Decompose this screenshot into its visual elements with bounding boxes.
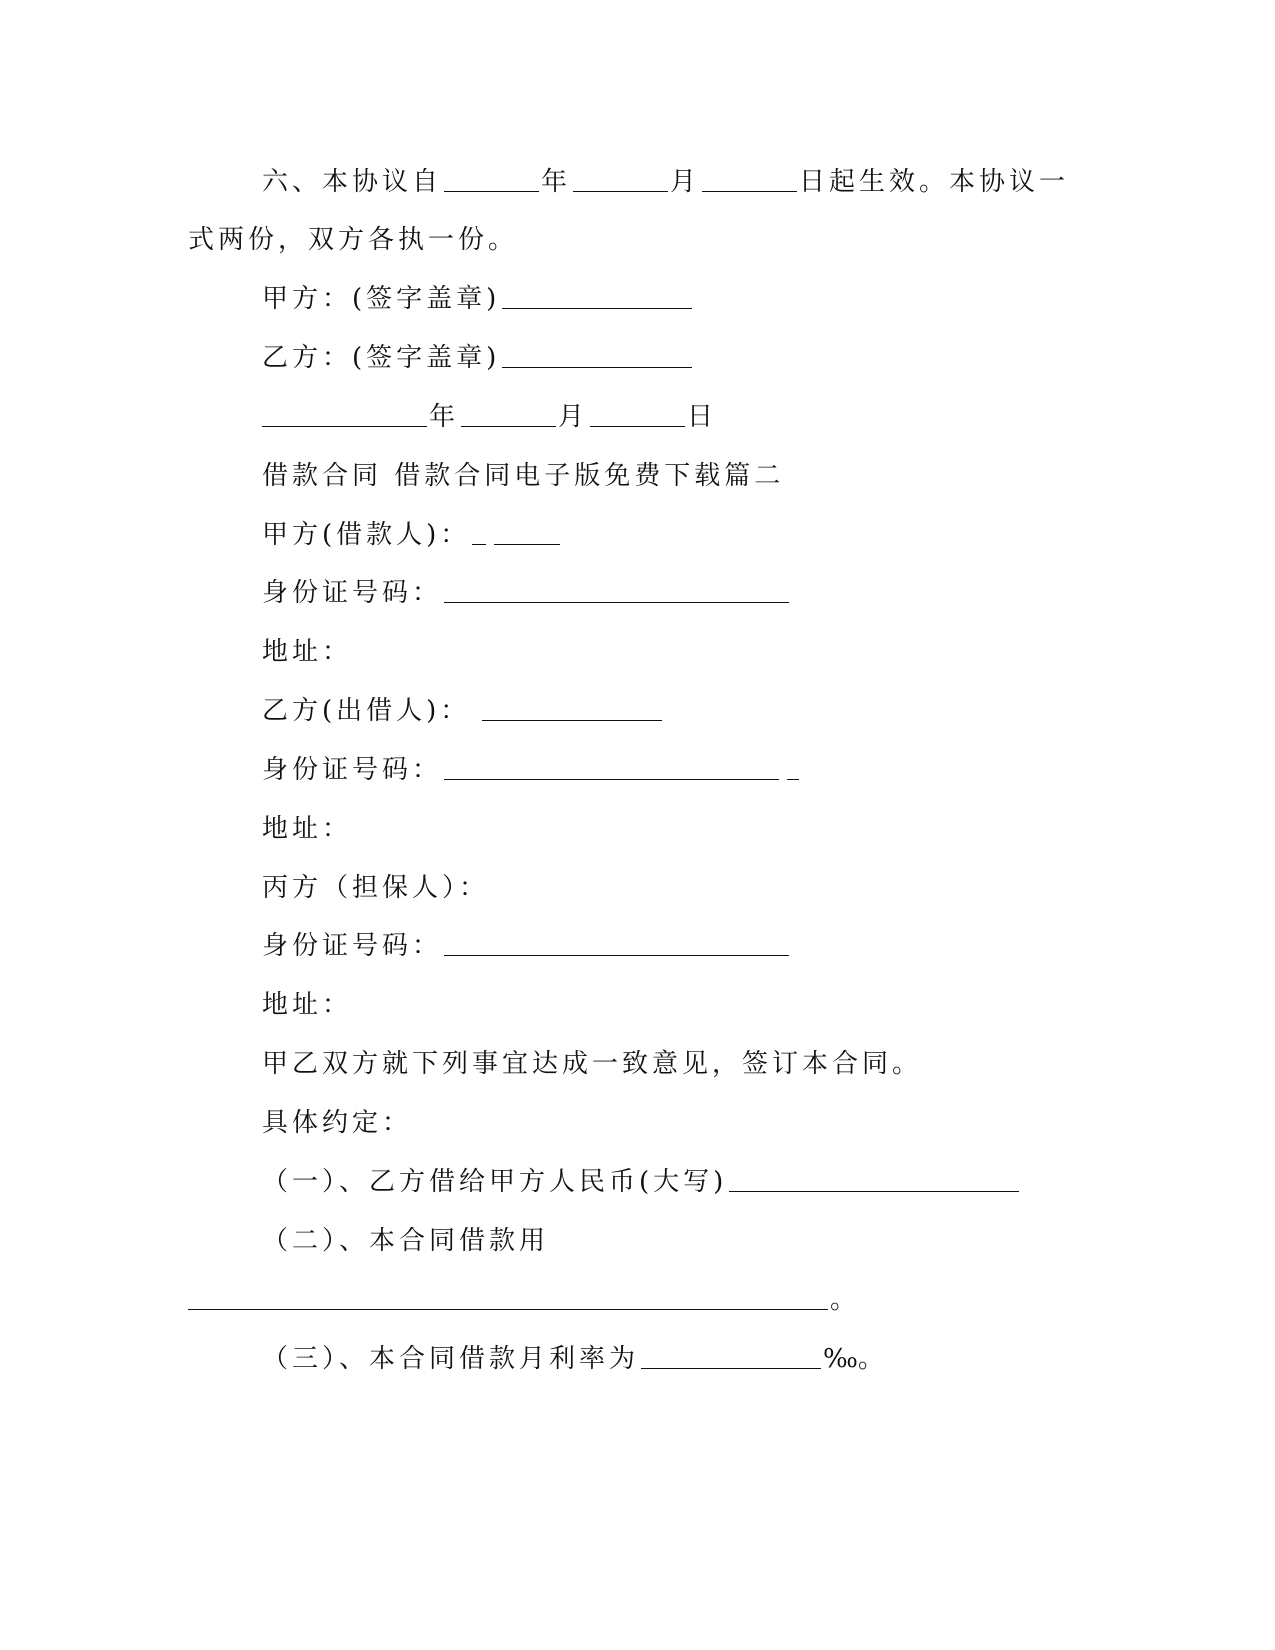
lender-blank <box>482 694 662 721</box>
lender-line <box>262 694 664 728</box>
signing-day-label: 日 <box>687 402 718 432</box>
party-a-signature-label: 甲方：(签字盖章) <box>262 284 501 314</box>
guarantor-address-line <box>262 988 352 1022</box>
lender-label: 乙方(出借人)： <box>262 696 471 726</box>
clause-six-continuation <box>188 223 518 257</box>
signing-year-blank <box>262 400 427 427</box>
guarantor-id-blank <box>444 929 789 956</box>
clause-six-tail: 日起生效。本协议一 <box>799 167 1070 197</box>
blank-day <box>702 165 797 192</box>
borrower-blank-short <box>472 518 486 545</box>
borrower-address-label: 地址： <box>262 637 353 667</box>
section-heading <box>262 459 784 493</box>
borrower-address-line <box>262 635 352 669</box>
borrower-id-line <box>262 576 791 610</box>
specific-terms-heading <box>262 1106 412 1140</box>
month-label: 月 <box>670 167 701 197</box>
agreement-statement <box>262 1047 922 1081</box>
clause-two-continuation <box>188 1283 860 1317</box>
loan-amount-blank <box>729 1165 1019 1192</box>
party-a-signature <box>262 282 694 316</box>
clause-one-text: （一）、乙方借给甲方人民币(大写) <box>262 1167 728 1197</box>
clause-three <box>262 1342 884 1376</box>
lender-address-line <box>262 812 352 846</box>
lender-id-line <box>262 753 801 787</box>
signing-month-label: 月 <box>558 402 589 432</box>
borrower-id-blank <box>444 576 789 603</box>
party-a-signature-blank <box>502 282 692 309</box>
specific-terms-text: 具体约定： <box>262 1108 413 1138</box>
lender-id-blank <box>444 753 779 780</box>
contract-title-text: 借款合同 借款合同电子版免费下载篇二 <box>262 461 785 491</box>
clause-two <box>262 1224 549 1258</box>
guarantor-address-label: 地址： <box>262 990 353 1020</box>
signing-day-blank <box>590 400 685 427</box>
clause-two-text: （二）、本合同借款用 <box>262 1226 550 1256</box>
guarantor-id-label: 身份证号码： <box>262 931 443 961</box>
lender-address-label: 地址： <box>262 814 353 844</box>
effective-date-clause <box>262 165 1069 199</box>
party-b-signature-blank <box>502 341 692 368</box>
copies-text: 式两份，双方各执一份。 <box>188 225 519 255</box>
guarantor-label: 丙方（担保人）： <box>262 873 490 903</box>
agreement-statement-text: 甲乙双方就下列事宜达成一致意见，签订本合同。 <box>262 1049 923 1079</box>
guarantor-id-line <box>262 929 791 963</box>
borrower-id-label: 身份证号码： <box>262 578 443 608</box>
borrower-label: 甲方(借款人)： <box>262 520 471 550</box>
interest-rate-blank <box>641 1342 821 1369</box>
loan-purpose-blank <box>188 1283 828 1310</box>
signing-year-label: 年 <box>429 402 460 432</box>
blank-year <box>444 165 539 192</box>
signing-month-blank <box>461 400 556 427</box>
lender-id-label: 身份证号码： <box>262 755 443 785</box>
loan-purpose-end: 。 <box>830 1285 861 1315</box>
lender-id-blank-extra <box>787 753 799 780</box>
permille-mark: ‰。 <box>823 1344 884 1374</box>
party-b-signature <box>262 341 694 375</box>
year-label: 年 <box>541 167 572 197</box>
clause-six-text: 六、本协议自 <box>262 167 443 197</box>
blank-month <box>573 165 668 192</box>
clause-one <box>262 1165 1021 1199</box>
signing-date <box>262 400 717 434</box>
party-b-signature-label: 乙方：(签字盖章) <box>262 343 501 373</box>
clause-three-text: （三）、本合同借款月利率为 <box>262 1344 640 1374</box>
guarantor-line <box>262 871 489 905</box>
borrower-line <box>262 518 562 552</box>
borrower-blank <box>494 518 560 545</box>
